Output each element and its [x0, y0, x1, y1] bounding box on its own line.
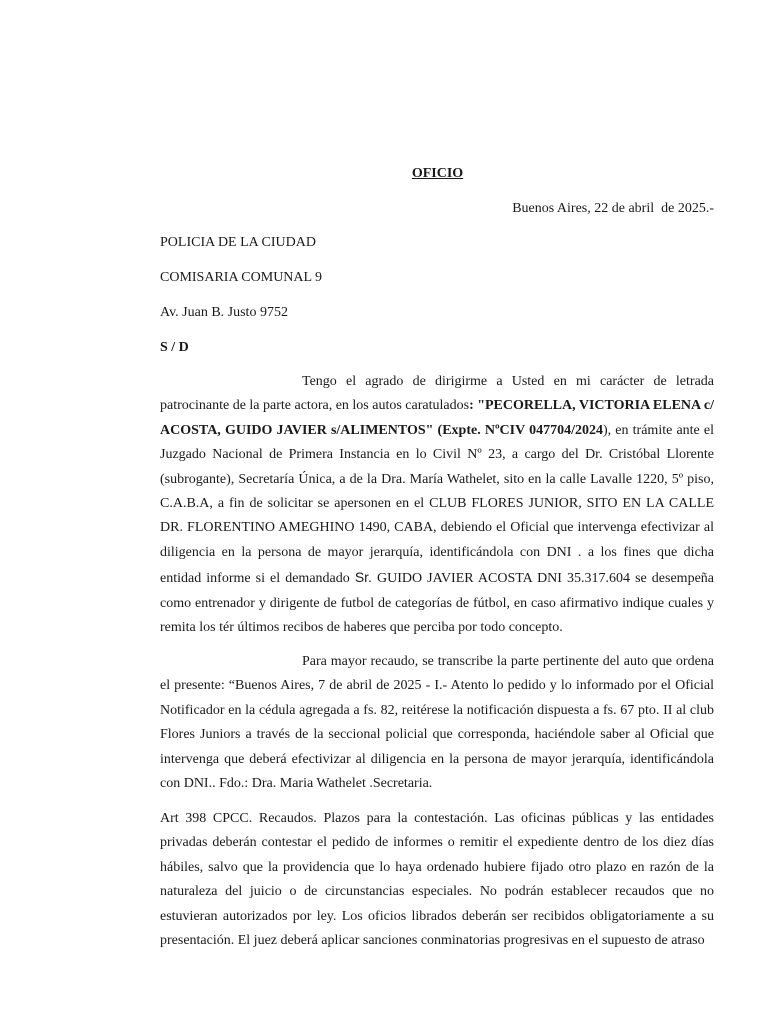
- recipient-line-1: POLICIA DE LA CIUDAD: [160, 235, 316, 250]
- body-paragraph-2: [160, 650, 714, 796]
- paragraph-1-text-3: ), en trámite ante el Juzgado Nacional de Primera Instancia en lo Civil Nº 23, a cargo del Dr. Cristóbal Llorente (subrogante), Secretaría Única, a de la Dra. María Wathelet, sito en la calle Lavalle 1220, 5º piso, C.A.B.A, a fin de solicitar se apersonen en el CLUB FLORES JUNIOR, SITO EN LA CALLE DR. FLORENTINO AMEGHINO 1490, CABA, debiendo el Oficial que intervenga efectivizar al diligencia en la persona de mayor jerarquía, identificándola con DNI . a los fines que dicha entidad informe si el demandado: [160, 422, 714, 587]
- paragraph-2-text: Para mayor recaudo, se transcribe la parte pertinente del auto que ordena el presente: “Buenos Aires, 7 de abril de 2025 - I.- Atento lo pedido y lo informado por el Oficial Notificador en la cédula agregada a fs. 82, reitérese la notificación dispuesta a fs. 67 pto. II al club Flores Juniors a través de la seccional policial que corresponda, haciéndole saber al Oficial que intervenga que deberá efectivizar al diligencia en la persona de mayor jerarquía, identificándola con DNI.. Fdo.: Dra. Maria Wathelet .Secretaria.: [160, 654, 714, 792]
- date-line: Buenos Aires, 22 de abril de 2025.-: [512, 201, 714, 216]
- recipient-line-4: S / D: [160, 340, 189, 355]
- paragraph-1-text-1: Tengo el agrado de dirigirme a Usted en mi carácter de letrada patrocinante de la parte actora, en los autos caratulados: [160, 374, 714, 414]
- paragraph-1-text-5: GUIDO JAVIER ACOSTA DNI 35.317.604 se desempeña como entrenador y dirigente de futbol de categorías de fútbol, en caso afirmativo indique cuales y remita los tér últimos recibos de haberes que perciba por todo concepto.: [160, 571, 714, 636]
- recipient-line-2: COMISARIA COMUNAL 9: [160, 270, 323, 285]
- body-paragraph-1: [160, 370, 714, 640]
- recipient-line-3: Av. Juan B. Justo 9752: [160, 305, 288, 320]
- paragraph-3-text: Art 398 CPCC. Recaudos. Plazos para la contestación. Las oficinas públicas y las entidades privadas deberán contestar el pedido de informes o remitir el expediente dentro de los diez días hábiles, salvo que la providencia que lo haya ordenado hubiere fijado otro plazo en razón de la naturaleza del juicio o de circunstancias especiales. No podrán establecer recaudos que no estuvieran autorizados por ley. Los oficios librados deberán ser recibidos obligatoriamente a su presentación. El juez deberá aplicar sanciones conminatorias progresivas en el supuesto de atraso: [160, 811, 714, 949]
- document-title: OFICIO: [411, 166, 464, 181]
- paragraph-1-text-4: Sr.: [354, 569, 372, 586]
- case-caption: : "PECORELLA, VICTORIA ELENA c/ ACOSTA, GUIDO JAVIER s/ALIMENTOS" (Expte. NºCIV 047704/2024: [160, 398, 714, 438]
- body-paragraph-3: [160, 807, 714, 953]
